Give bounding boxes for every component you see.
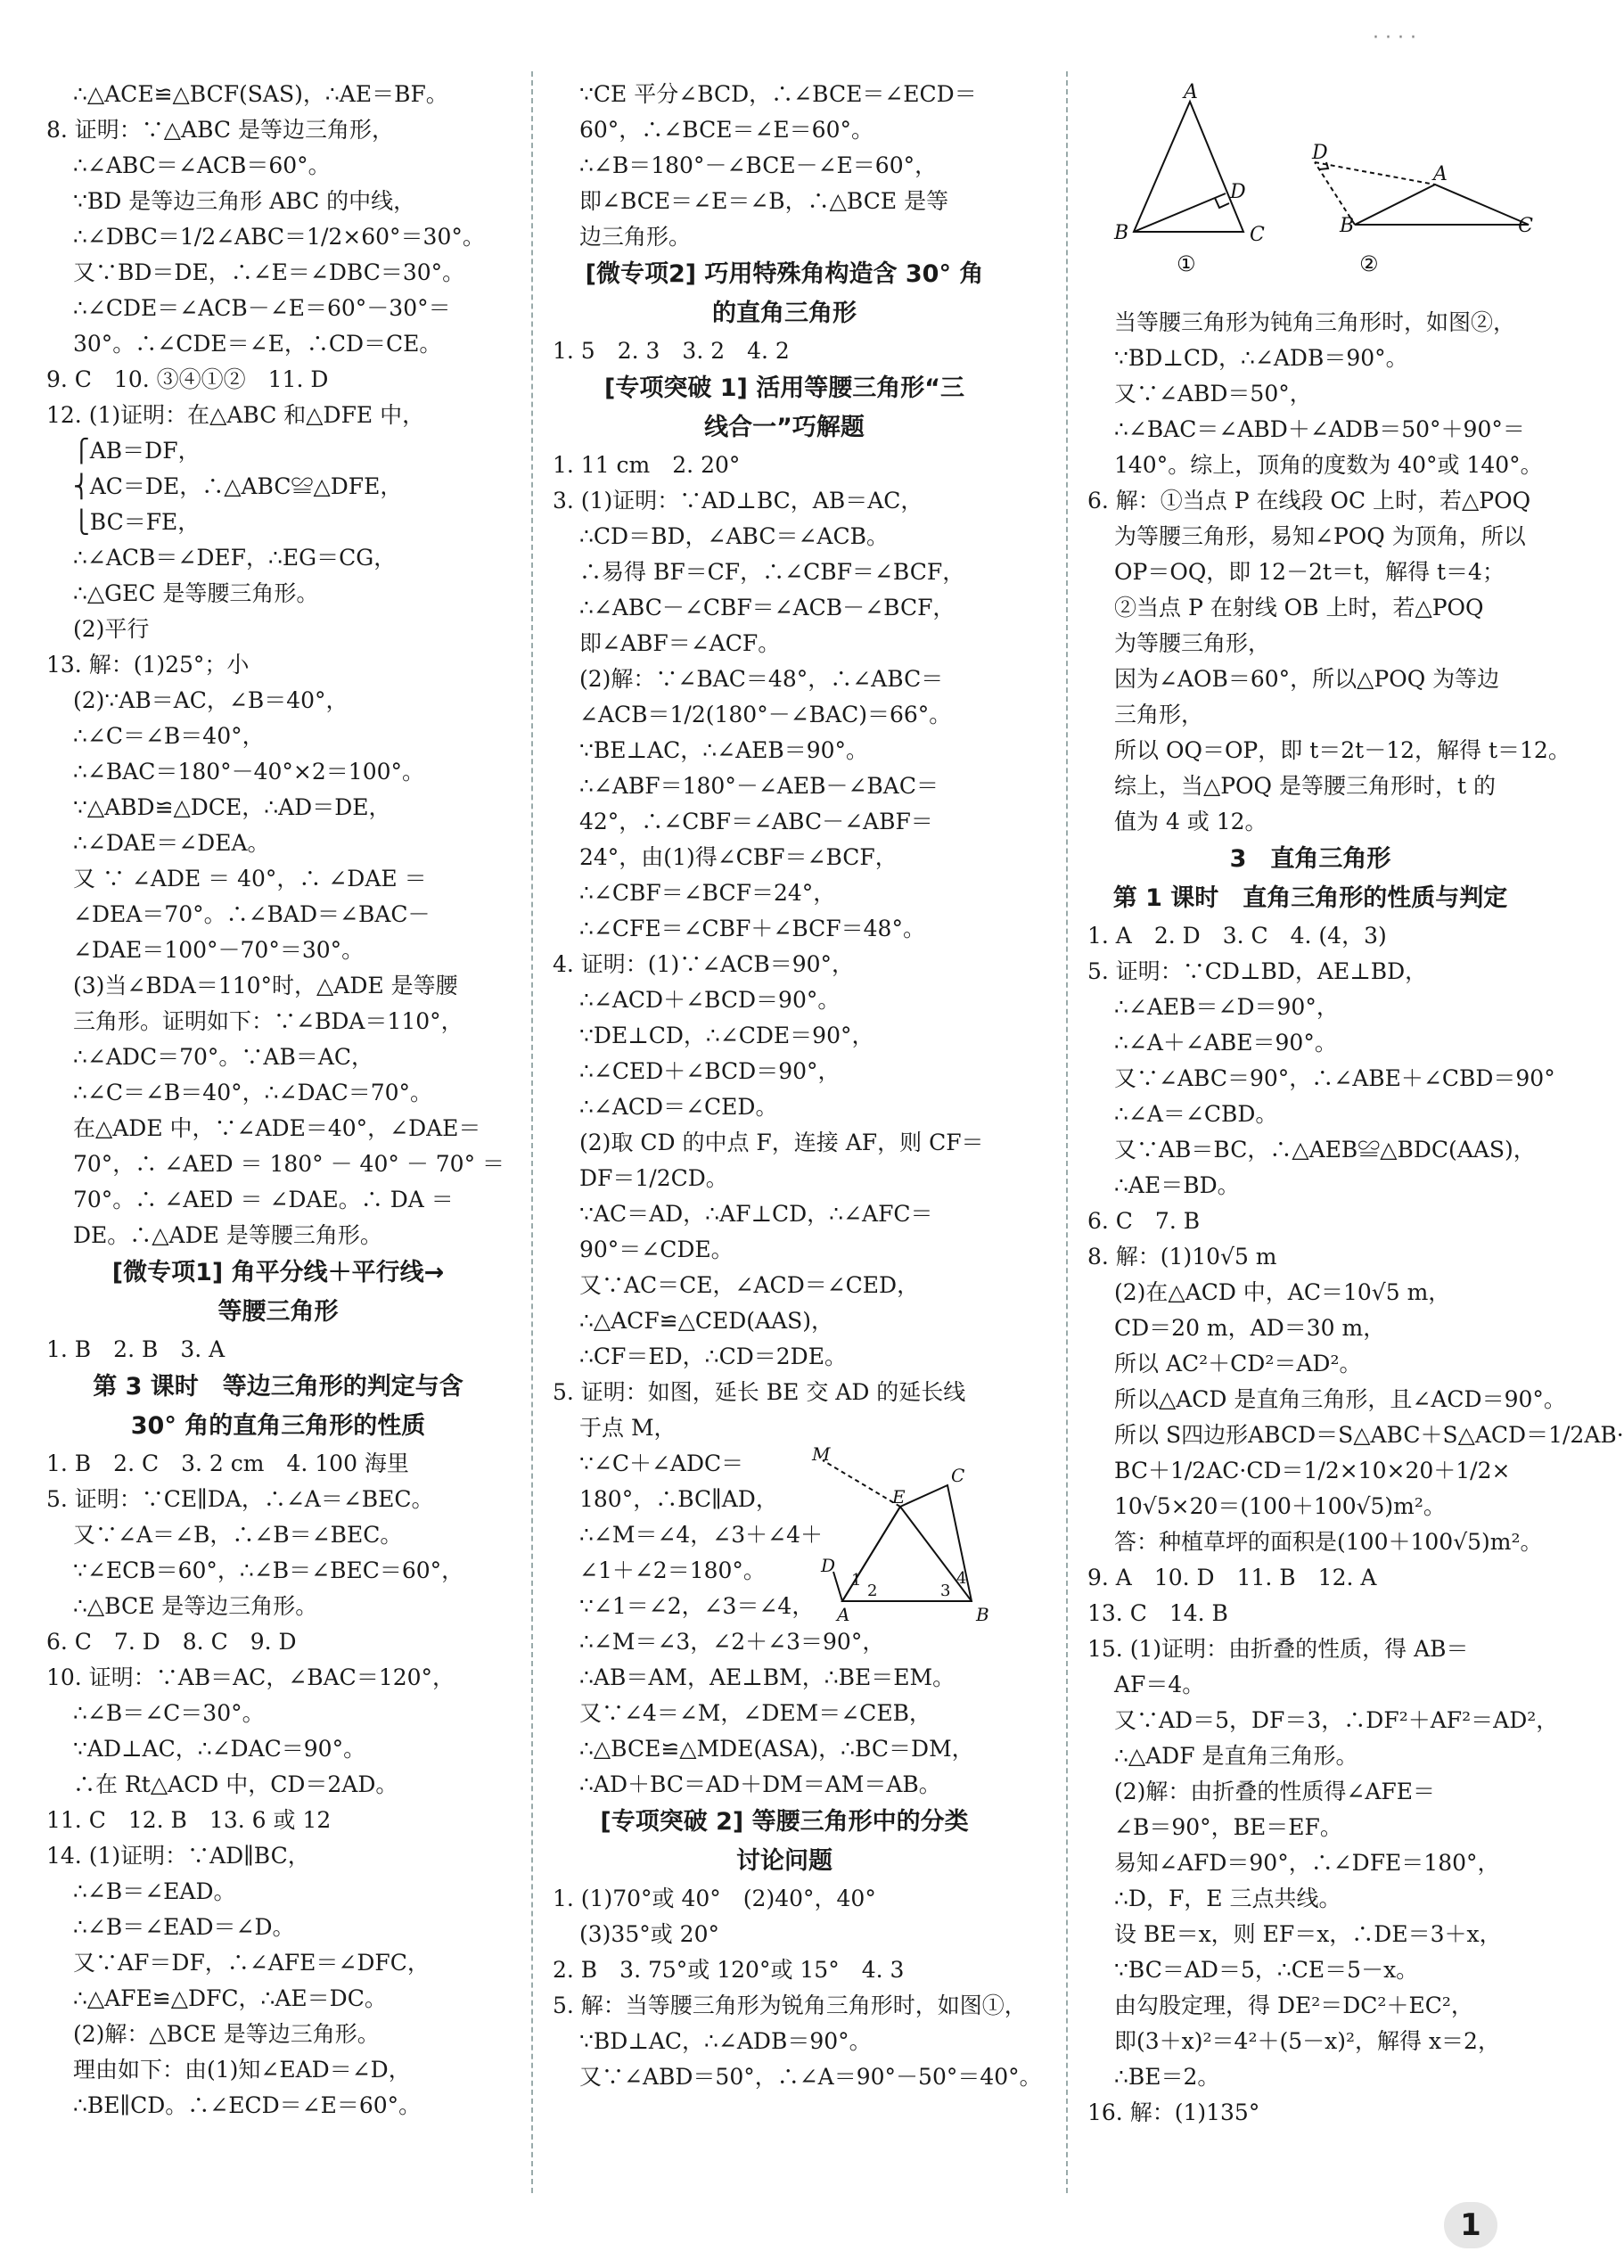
column-1 <box>46 77 510 2124</box>
answer-line: 又∵AD＝5，DF＝3，∴DF²＋AF²＝AD²， <box>1114 1707 1559 1733</box>
answer-line: ∴∠DBC＝1/2∠ABC＝1/2×60°＝30°。 <box>73 224 485 250</box>
answer-line: 8. 解：(1)10√5 m <box>1087 1244 1277 1270</box>
answer-line: ∴CF＝ED，∴CD＝2DE。 <box>579 1344 847 1369</box>
answer-line: ∴∠ABC＝∠ACB＝60°。 <box>73 152 331 178</box>
answer-line: 5. 解：当等腰三角形为锐角三角形时，如图①， <box>553 1993 1027 2018</box>
answer-line: 180°，∴BC∥AD， <box>579 1486 778 1512</box>
answer-line: ∴∠M＝∠3，∠2＋∠3＝90°， <box>579 1629 885 1655</box>
answer-line: 1. 11 cm 2. 20° <box>553 452 741 478</box>
answer-line: ∴BE∥CD。∴∠ECD＝∠E＝60°。 <box>73 2092 422 2118</box>
answer-line: (3)35°或 20° <box>579 1921 719 1947</box>
answer-line: 14. (1)证明：∵AD∥BC， <box>46 1843 310 1869</box>
answer-line: 140°。综上，顶角的度数为 40°或 140°。 <box>1114 452 1543 478</box>
answer-line: (2)在△ACD 中，AC＝10√5 m， <box>1114 1279 1451 1305</box>
answer-line: 5. 证明：如图，延长 BE 交 AD 的延长线 <box>553 1379 966 1405</box>
section-heading: [微专项1] 角平分线＋平行线→ <box>111 1259 445 1286</box>
answer-line: 1. A 2. D 3. C 4. (4，3) <box>1087 923 1387 949</box>
answer-line: 因为∠AOB＝60°，所以△POQ 为等边 <box>1114 666 1500 692</box>
answer-line: 又∵BD＝DE，∴∠E＝∠DBC＝30°。 <box>73 259 465 285</box>
answer-line: 3. (1)证明：∵AD⊥BC，AB＝AC， <box>553 488 923 514</box>
answer-line: 2. B 3. 75°或 120°或 15° 4. 3 <box>553 1957 905 1983</box>
answer-line: ⎨AC＝DE，∴△ABC≌△DFE， <box>73 473 403 499</box>
answer-line: ∴AE＝BD。 <box>1114 1172 1240 1198</box>
section-heading: 第 3 课时 等边三角形的判定与含 <box>93 1373 463 1401</box>
answer-line: 于点 M， <box>579 1415 677 1441</box>
answer-line: 又 ∵ ∠ADE ＝ 40°，∴ ∠DAE ＝ <box>73 866 427 892</box>
answer-line: ∵BD 是等边三角形 ABC 的中线， <box>73 188 416 214</box>
column-3-text <box>1087 305 1624 2131</box>
answer-line: 8. 证明：∵△ABC 是等边三角形， <box>46 117 394 143</box>
answer-line: 10. 证明：∵AB＝AC，∠BAC＝120°， <box>46 1664 455 1690</box>
answer-line: AF＝4。 <box>1114 1672 1205 1697</box>
fig1-label: ① <box>1177 251 1196 276</box>
answer-line: 当等腰三角形为钝角三角形时，如图②， <box>1114 309 1516 335</box>
column-2 <box>553 77 1042 2095</box>
section-heading: 3 直角三角形 <box>1229 845 1391 873</box>
answer-line: ∴BE＝2。 <box>1114 2064 1220 2090</box>
answer-line: 70°，∴ ∠AED ＝ 180° － 40° － 70° ＝ <box>73 1151 505 1177</box>
answer-line: 所以△ACD 是直角三角形，且∠ACD＝90°。 <box>1114 1386 1566 1412</box>
answer-line: 设 BE＝x，则 EF＝x，∴DE＝3＋x， <box>1114 1921 1502 1947</box>
answer-line: 12. (1)证明：在△ABC 和△DFE 中， <box>46 402 425 428</box>
answer-line: (2)解：由折叠的性质得∠AFE＝ <box>1114 1779 1436 1804</box>
answer-line: ∴∠C＝∠B＝40°，∴∠DAC＝70°。 <box>73 1080 433 1105</box>
answer-line: 又∵∠ABD＝50°， <box>1114 381 1312 407</box>
section-heading: [专项突破 2] 等腰三角形中的分类 <box>600 1808 969 1836</box>
answer-line: 理由如下：由(1)知∠EAD＝∠D， <box>73 2057 411 2083</box>
column-3 <box>1087 81 1624 2131</box>
answer-line: 1. B 2. B 3. A <box>46 1336 226 1362</box>
section-heading: [微专项2] 巧用特殊角构造含 30° 角 <box>585 260 984 288</box>
answer-line: OP＝OQ，即 12－2t＝t，解得 t＝4； <box>1114 559 1505 585</box>
answer-line: 又∵AB＝BC，∴△AEB≌△BDC(AAS)， <box>1114 1137 1536 1163</box>
answer-line: ∵CE 平分∠BCD，∴∠BCE＝∠ECD＝ <box>579 81 977 107</box>
answer-line: 即∠BCE＝∠E＝∠B，∴△BCE 是等 <box>579 188 949 214</box>
answer-line: ⎧AB＝DF， <box>73 438 201 464</box>
answer-line: 5. 证明：∵CD⊥BD，AE⊥BD， <box>1087 958 1428 984</box>
answer-line: 1. B 2. C 3. 2 cm 4. 100 海里 <box>46 1450 409 1476</box>
section-heading: 第 1 课时 直角三角形的性质与判定 <box>1112 884 1508 912</box>
answer-line: 为等腰三角形，易知∠POQ 为顶角，所以 <box>1114 523 1526 549</box>
answer-line: 9. A 10. D 11. B 12. A <box>1087 1565 1377 1590</box>
answer-line: 即∠ABF＝∠ACF。 <box>579 630 781 656</box>
answer-line: ∴∠B＝∠EAD＝∠D。 <box>73 1914 295 1940</box>
answer-line: 13. 解：(1)25°；小 <box>46 652 250 678</box>
answer-line: 9. C 10. ③④①② 11. D <box>46 366 329 392</box>
answer-line: ∴易得 BF＝CF，∴∠CBF＝∠BCF， <box>579 559 965 585</box>
fig5-label-B: B <box>976 1604 989 1625</box>
answer-line: ∴∠CBF＝∠BCF＝24°， <box>579 880 836 906</box>
fig5-label-n2: 2 <box>867 1582 878 1600</box>
section-heading: 线合一”巧解题 <box>704 414 865 441</box>
answer-line: ∴∠DAE＝∠DEA。 <box>73 830 270 856</box>
answer-line: 综上，当△POQ 是等腰三角形时，t 的 <box>1114 773 1496 799</box>
answer-line: ∠DEA＝70°。∴∠BAD＝∠BAC－ <box>73 901 431 927</box>
answer-line: ∵∠1＝∠2，∠3＝∠4， <box>579 1593 815 1619</box>
answer-line: ∴∠C＝∠B＝40°， <box>73 723 265 749</box>
answer-line: 13. C 14. B <box>1087 1600 1228 1626</box>
answer-line: ∠ACB＝1/2(180°－∠BAC)＝66°。 <box>579 702 952 727</box>
fig1-point-a: A <box>1184 81 1198 103</box>
answer-line: 15. (1)证明：由折叠的性质，得 AB＝ <box>1087 1636 1469 1662</box>
answer-line: ∠1＋∠2＝180°。 <box>579 1557 766 1583</box>
answer-line: ∵BD⊥CD，∴∠ADB＝90°。 <box>1114 345 1408 371</box>
answer-line: ∴CD＝BD，∠ABC＝∠ACB。 <box>579 523 889 549</box>
answer-line: ∴AB＝AM，AE⊥BM，∴BE＝EM。 <box>579 1664 956 1690</box>
fig2-point-a: A <box>1433 163 1448 185</box>
fig5-label-A: A <box>837 1604 850 1625</box>
column-divider <box>1066 71 1068 2193</box>
answer-line: 6. C 7. B <box>1087 1208 1201 1234</box>
answer-line: 6. C 7. D 8. C 9. D <box>46 1629 297 1655</box>
fig5-label-n4: 4 <box>956 1569 967 1588</box>
answer-line: 1. (1)70°或 40° (2)40°，40° <box>553 1886 876 1911</box>
answer-line: ∴∠ACD＝∠CED。 <box>579 1094 778 1120</box>
answer-line: ∴∠ABF＝180°－∠AEB－∠BAC＝ <box>579 773 939 799</box>
answer-line: ∠DAE＝100°－70°＝30°。 <box>73 937 365 963</box>
answer-line: ∴在 Rt△ACD 中，CD＝2AD。 <box>73 1771 398 1797</box>
answer-line: (2)取 CD 的中点 F，连接 AF，则 CF＝ <box>579 1130 984 1155</box>
answer-line: ②当点 P 在射线 OB 上时，若△POQ <box>1114 595 1484 620</box>
fig5-label-C: C <box>951 1465 965 1486</box>
answer-line: 在△ADE 中，∵∠ADE＝40°，∠DAE＝ <box>73 1115 481 1141</box>
answer-line: 由勾股定理，得 DE²＝DC²＋EC²， <box>1114 1993 1473 2018</box>
answer-line: (3)当∠BDA＝110°时，△ADE 是等腰 <box>73 973 458 998</box>
fig2-point-d: D <box>1312 142 1328 164</box>
answer-line: 又∵AF＝DF，∴∠AFE＝∠DFC， <box>73 1950 430 1976</box>
answer-line: ∴△GEC 是等腰三角形。 <box>73 580 319 606</box>
answer-line: ∴∠CDE＝∠ACB－∠E＝60°－30°＝ <box>73 295 451 321</box>
answer-line: ∠B＝90°，BE＝EF。 <box>1114 1814 1342 1840</box>
answer-line: CD＝20 m，AD＝30 m， <box>1114 1315 1386 1341</box>
fig2-point-b: B <box>1340 215 1355 237</box>
fig5-label-M: M <box>812 1443 831 1465</box>
answer-line: 即(3＋x)²＝4²＋(5－x)²，解得 x＝2， <box>1114 2028 1500 2054</box>
section-heading: 的直角三角形 <box>712 300 857 327</box>
section-heading: 讨论问题 <box>736 1847 833 1875</box>
answer-line: ∵△ABD≌△DCE，∴AD＝DE， <box>73 794 391 820</box>
answer-line: (2)平行 <box>73 616 150 642</box>
answer-line: ∵∠ECB＝60°，∴∠B＝∠BEC＝60°， <box>73 1557 464 1583</box>
answer-line: ∵BC＝AD＝5，∴CE＝5－x。 <box>1114 1957 1419 1983</box>
answer-line: ∵BD⊥AC，∴∠ADB＝90°。 <box>579 2028 872 2054</box>
answer-line: 又∵AC＝CE，∠ACD＝∠CED， <box>579 1272 920 1298</box>
answer-line: 11. C 12. B 13. 6 或 12 <box>46 1807 332 1833</box>
answer-line: ∴∠B＝∠C＝30°。 <box>73 1700 265 1726</box>
answer-line: ∴∠B＝180°－∠BCE－∠E＝60°， <box>579 152 938 178</box>
answer-line: ∵AC＝AD，∴AF⊥CD，∴∠AFC＝ <box>579 1201 933 1227</box>
answer-line: 又∵∠ABC＝90°，∴∠ABE＋∠CBD＝90° <box>1114 1065 1555 1091</box>
answer-line: 为等腰三角形， <box>1114 630 1271 656</box>
answer-line: 边三角形。 <box>579 224 692 250</box>
answer-line: 又∵∠4＝∠M，∠DEM＝∠CEB， <box>579 1700 931 1726</box>
answer-line: 70°。∴ ∠AED ＝ ∠DAE。∴ DA ＝ <box>73 1187 454 1212</box>
answer-line: 三角形。证明如下：∵∠BDA＝110°， <box>73 1008 463 1034</box>
answer-line: ∴∠ABC－∠CBF＝∠ACB－∠BCF， <box>579 595 956 620</box>
answer-line: ∴∠A＋∠ABE＝90°。 <box>1114 1030 1337 1056</box>
answer-line: 60°，∴∠BCE＝∠E＝60°。 <box>579 117 874 143</box>
answer-line: ∴AD＋BC＝AD＋DM＝AM＝AB。 <box>579 1771 941 1797</box>
answer-line: 24°，由(1)得∠CBF＝∠BCF， <box>579 844 898 870</box>
answer-line: 5. 证明：∵CE∥DA，∴∠A＝∠BEC。 <box>46 1486 434 1512</box>
answer-line: ∴∠A＝∠CBD。 <box>1114 1101 1278 1127</box>
fig2-point-c: C <box>1518 215 1533 237</box>
answer-line: 易知∠AFD＝90°，∴∠DFE＝180°， <box>1114 1850 1500 1876</box>
answer-line: ∴∠ACB＝∠DEF，∴EG＝CG， <box>73 545 397 571</box>
answer-line: 答：种植草坪的面积是(100＋100√5)m²。 <box>1114 1529 1543 1555</box>
answer-line: ∴∠BAC＝∠ABD＋∠ADB＝50°＋90°＝ <box>1114 416 1525 442</box>
answer-line: ∴△ACF≌△CED(AAS)， <box>579 1308 833 1334</box>
answer-line: ∴△BCE≌△MDE(ASA)，∴BC＝DM， <box>579 1736 974 1762</box>
answer-line: 30°。∴∠CDE＝∠E，∴CD＝CE。 <box>73 331 442 357</box>
answer-line: 又∵∠ABD＝50°，∴∠A＝90°－50°＝40°。 <box>579 2064 1042 2090</box>
answer-line: 所以 OQ＝OP，即 t＝2t－12，解得 t＝12。 <box>1114 737 1571 763</box>
fig1-point-c: C <box>1250 224 1265 246</box>
answer-line: ⎩BC＝FE， <box>73 509 201 535</box>
answer-line: 6. 解：①当点 P 在线段 OC 上时，若△POQ <box>1087 488 1531 514</box>
answer-line: ∴∠CFE＝∠CBF＋∠BCF＝48°。 <box>579 916 925 941</box>
answer-line: ∴∠AEB＝∠D＝90°， <box>1114 994 1339 1020</box>
answer-line: DF＝1/2CD。 <box>579 1165 728 1191</box>
answer-line: 所以 AC²＋CD²＝AD²。 <box>1114 1351 1362 1376</box>
answer-line: 90°＝∠CDE。 <box>579 1237 734 1262</box>
fig5-label-E: E <box>892 1486 906 1508</box>
answer-line: ∴∠B＝∠EAD。 <box>73 1878 236 1904</box>
answer-line: ∴△BCE 是等边三角形。 <box>73 1593 318 1619</box>
fig5-label-D: D <box>821 1555 836 1576</box>
answer-line: 42°，∴∠CBF＝∠ABC－∠ABF＝ <box>579 809 933 834</box>
answer-line: BC＋1/2AC·CD＝1/2×10×20＋1/2× <box>1114 1458 1511 1483</box>
answer-line: 1. 5 2. 3 3. 2 4. 2 <box>553 338 790 364</box>
page-number: 1 <box>1444 2202 1497 2248</box>
answer-line: ∴∠ACD＋∠BCD＝90°。 <box>579 987 841 1013</box>
answer-line: ∴D，F，E 三点共线。 <box>1114 1886 1341 1911</box>
fig5-label-n1: 1 <box>851 1571 862 1590</box>
answer-line: 值为 4 或 12。 <box>1114 809 1267 834</box>
fig1-point-b: B <box>1114 222 1129 244</box>
fig1-point-d: D <box>1230 181 1246 203</box>
answer-line: ∵BE⊥AC，∴∠AEB＝90°。 <box>579 737 869 763</box>
answer-line: 10√5×20＝(100＋100√5)m²。 <box>1114 1493 1446 1519</box>
answer-line: 三角形， <box>1114 702 1204 727</box>
answer-line: ∴△ACE≌△BCF(SAS)，∴AE＝BF。 <box>73 81 448 107</box>
answer-line: 16. 解：(1)135° <box>1087 2100 1260 2125</box>
answer-line: DE。∴△ADE 是等腰三角形。 <box>73 1222 382 1248</box>
answer-line: ∵DE⊥CD，∴∠CDE＝90°， <box>579 1023 874 1048</box>
fig2-label: ② <box>1359 251 1379 276</box>
corner-mark: · · · · <box>1373 27 1416 49</box>
answer-line: ∴△AFE≌△DFC，∴AE＝DC。 <box>73 1985 387 2011</box>
section-heading: 等腰三角形 <box>217 1298 339 1326</box>
section-heading: [专项突破 1] 活用等腰三角形“三 <box>603 374 964 402</box>
column-divider <box>531 71 533 2193</box>
answer-line: ∴∠CED＋∠BCD＝90°， <box>579 1058 841 1084</box>
answer-line: 又∵∠A＝∠B，∴∠B＝∠BEC。 <box>73 1522 403 1548</box>
answer-line: ∴∠ADC＝70°。∵AB＝AC， <box>73 1044 373 1070</box>
answer-line: ∵∠C＋∠ADC＝ <box>579 1450 744 1476</box>
answer-line: ∴∠BAC＝180°－40°×2＝100°。 <box>73 759 425 785</box>
section-heading: 30° 角的直角三角形的性质 <box>130 1412 426 1440</box>
fig5-label-n3: 3 <box>940 1582 951 1600</box>
answer-line: (2)∵AB＝AC，∠B＝40°， <box>73 687 349 713</box>
answer-line: 所以 S四边形ABCD＝S△ABC＋S△ACD＝1/2AB· <box>1114 1422 1624 1448</box>
answer-line: 4. 证明：(1)∵∠ACB＝90°， <box>553 951 855 977</box>
triangle-figures <box>1087 82 1533 305</box>
answer-line: ∴∠M＝∠4，∠3＋∠4＋ <box>579 1522 824 1548</box>
answer-line: (2)解：△BCE 是等边三角形。 <box>73 2021 380 2047</box>
answer-line: (2)解：∵∠BAC＝48°，∴∠ABC＝ <box>579 666 944 692</box>
answer-line: ∴△ADF 是直角三角形。 <box>1114 1743 1358 1769</box>
answer-line: ∵AD⊥AC，∴∠DAC＝90°。 <box>73 1736 366 1762</box>
